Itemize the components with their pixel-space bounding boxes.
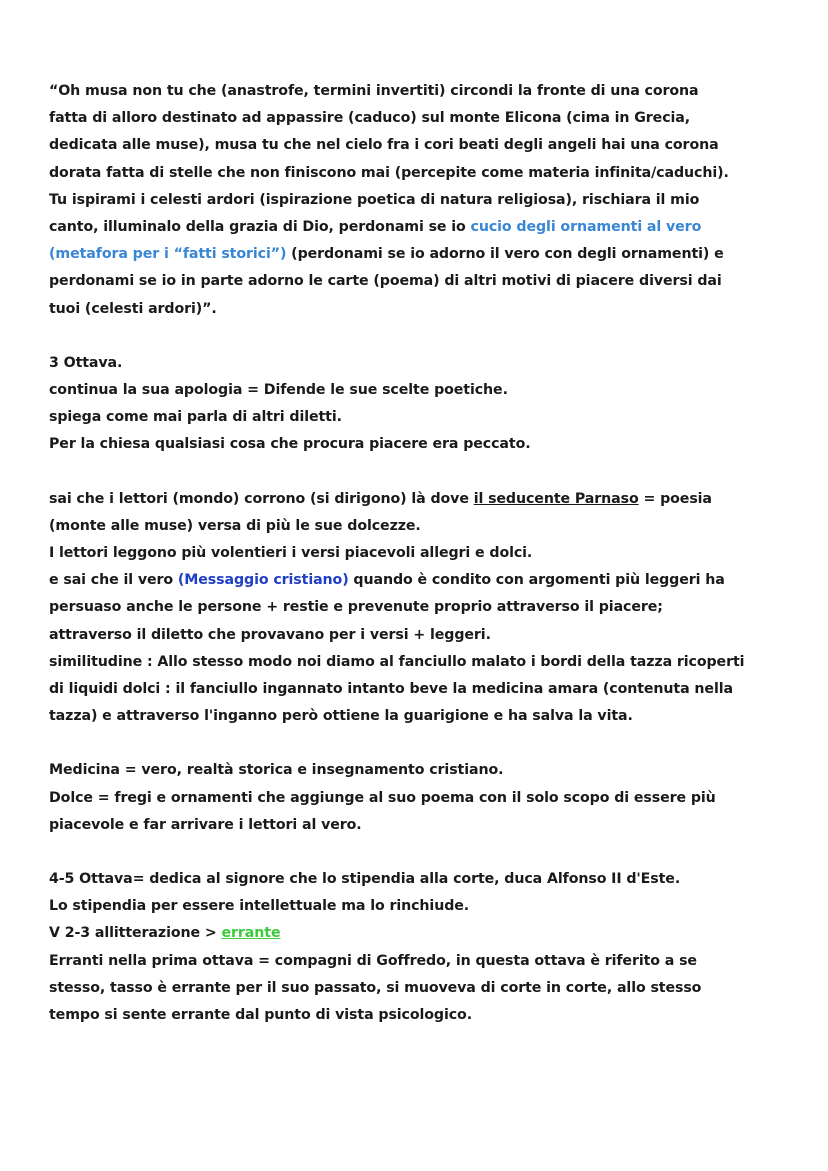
text-line: (monte alle muse) versa di più le sue dolcezze. bbox=[49, 517, 421, 534]
text-line: di liquidi dolci : il fanciullo ingannato intanto beve la medicina amara (contenuta nella bbox=[49, 681, 733, 698]
text-line: Tu ispirami i celesti ardori (ispirazione poetica di natura religiosa), rischiara il mio bbox=[49, 191, 700, 208]
text-line bbox=[49, 214, 788, 241]
medicina-paragraph bbox=[49, 757, 788, 839]
text-segment: = poesia bbox=[638, 490, 712, 507]
text-line: fatta di alloro destinato ad appassire (caduco) sul monte Elicona (cima in Grecia, bbox=[49, 110, 691, 127]
text-line: piacevole e far arrivare i lettori al vero. bbox=[49, 816, 362, 833]
text-line: Erranti nella prima ottava = compagni di Goffredo, in questa ottava è riferito a se bbox=[49, 952, 697, 969]
section-3-ottava bbox=[49, 350, 788, 459]
text-line bbox=[49, 920, 788, 947]
text-segment: quando è condito con argomenti più leggeri ha bbox=[348, 572, 725, 589]
spacer bbox=[49, 839, 788, 866]
text-line: dedicata alle muse), musa tu che nel cielo fra i cori beati degli angeli hai una corona bbox=[49, 137, 719, 154]
text-line: spiega come mai parla di altri diletti. bbox=[49, 409, 342, 426]
text-line: tazza) e attraverso l'inganno però ottiene la guarigione e ha salva la vita. bbox=[49, 708, 633, 725]
highlight-metafora: (metafora per i “fatti storici”) bbox=[49, 246, 287, 263]
spacer bbox=[49, 730, 788, 757]
text-line: I lettori leggono più volentieri i versi piacevoli allegri e dolci. bbox=[49, 545, 533, 562]
text-line bbox=[49, 486, 788, 513]
text-line bbox=[49, 241, 788, 268]
text-segment: (perdonami se io adorno il vero con degli ornamenti) e bbox=[286, 246, 724, 263]
text-line: tuoi (celesti ardori)”. bbox=[49, 300, 217, 317]
spacer bbox=[49, 459, 788, 486]
highlight-ornamenti: cucio degli ornamenti al vero bbox=[470, 219, 702, 236]
lettori-paragraph bbox=[49, 486, 788, 731]
text-segment: e sai che il vero bbox=[49, 572, 178, 589]
invocation-paragraph bbox=[49, 78, 788, 323]
text-segment: sai che i lettori (mondo) corrono (si dirigono) là dove bbox=[49, 490, 474, 507]
text-line: continua la sua apologia = Difende le sue scelte poetiche. bbox=[49, 382, 508, 399]
text-line: “Oh musa non tu che (anastrofe, termini invertiti) circondi la fronte di una corona bbox=[49, 83, 699, 99]
text-line: attraverso il diletto che provavano per i versi + leggeri. bbox=[49, 626, 491, 643]
spacer bbox=[49, 323, 788, 350]
text-segment: canto, illuminalo della grazia di Dio, perdonami se io bbox=[49, 219, 471, 236]
text-line: Dolce = fregi e ornamenti che aggiunge al suo poema con il solo scopo di essere più bbox=[49, 789, 716, 806]
text-line: Lo stipendia per essere intellettuale ma lo rinchiude. bbox=[49, 898, 470, 915]
text-line: stesso, tasso è errante per il suo passato, si muoveva di corte in corte, allo stesso bbox=[49, 979, 702, 996]
text-segment: V 2-3 allitterazione > bbox=[49, 925, 222, 942]
text-line bbox=[49, 567, 788, 594]
section-title: 3 Ottava. bbox=[49, 354, 123, 371]
highlight-messaggio: (Messaggio cristiano) bbox=[177, 572, 349, 589]
underlined-parnaso: il seducente Parnaso bbox=[473, 490, 639, 507]
section-4-5-ottava bbox=[49, 866, 788, 1029]
text-line: persuaso anche le persone + restie e prevenute proprio attraverso il piacere; bbox=[49, 599, 663, 616]
text-line: perdonami se io in parte adorno le carte (poema) di altri motivi di piacere diversi dai bbox=[49, 273, 722, 290]
text-line: dorata fatta di stelle che non finiscono mai (percepite come materia infinita/caduchi). bbox=[49, 164, 729, 181]
text-line: similitudine : Allo stesso modo noi diamo al fanciullo malato i bordi della tazza ricoperti bbox=[49, 653, 745, 670]
text-line: tempo si sente errante dal punto di vista psicologico. bbox=[49, 1007, 472, 1024]
section-title: 4-5 Ottava= dedica al signore che lo stipendia alla corte, duca Alfonso II d'Este. bbox=[49, 871, 681, 888]
highlight-errante: errante bbox=[221, 925, 281, 942]
text-line: Medicina = vero, realtà storica e insegnamento cristiano. bbox=[49, 762, 504, 779]
text-line: Per la chiesa qualsiasi cosa che procura piacere era peccato. bbox=[49, 436, 531, 453]
